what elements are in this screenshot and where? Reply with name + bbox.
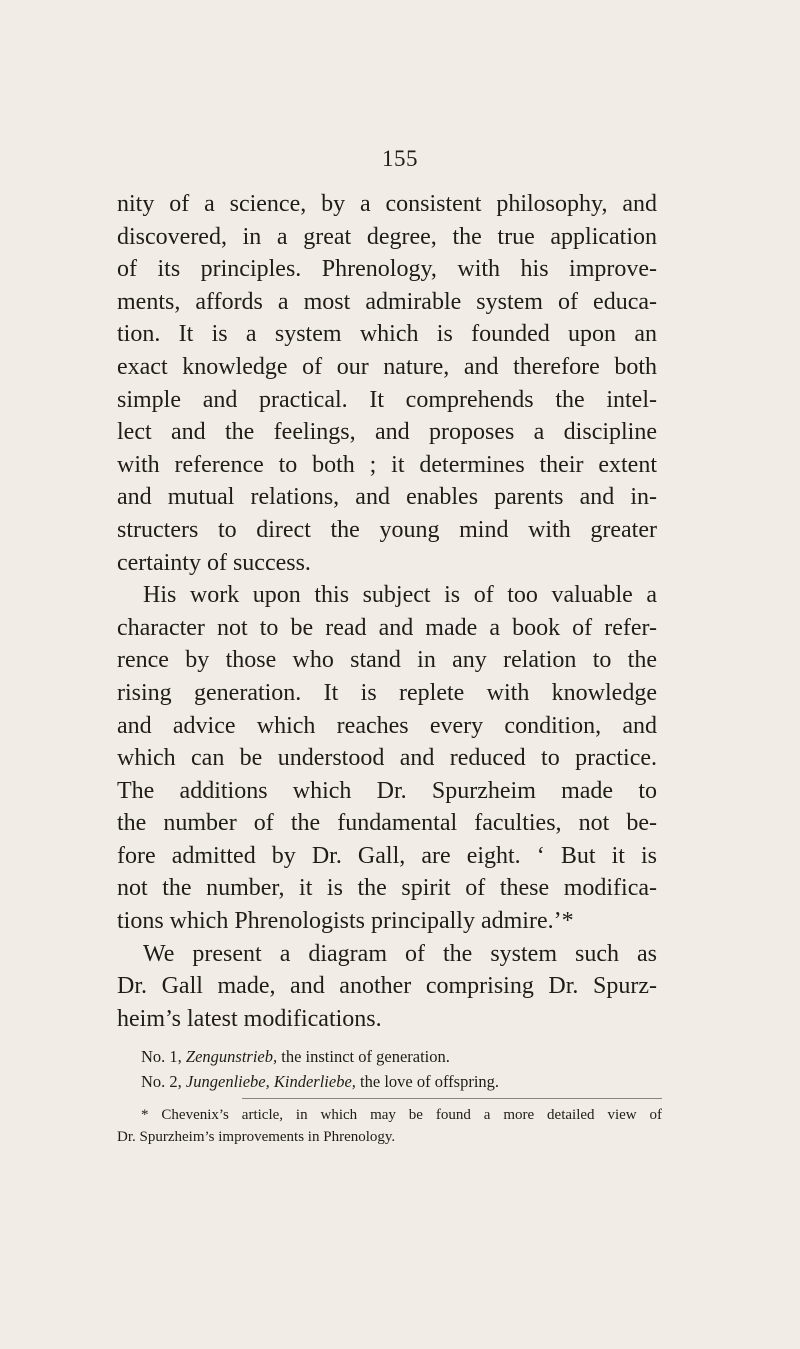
glossary-entry xyxy=(117,1044,677,1069)
glossary-entry xyxy=(117,1069,677,1094)
text-line: with reference to both ; it determines their extent xyxy=(117,451,657,478)
text-line: simple and practical. It comprehends the intel- xyxy=(117,386,657,413)
text-line: structers to direct the young mind with greater xyxy=(117,516,657,543)
text-line: Dr. Gall made, and another comprising Dr. Spurz- xyxy=(117,973,657,1000)
glossary-term: Zengunstrieb, xyxy=(185,1047,278,1066)
footnote-line: Dr. Spurzheim’s improvements in Phrenology. xyxy=(117,1129,396,1145)
text-line: exact knowledge of our nature, and therefore both xyxy=(117,353,657,380)
text-line: rising generation. It is replete with knowledge xyxy=(117,679,657,706)
faculty-glossary xyxy=(117,1044,677,1094)
footnote-line: * Chevenix’s article, in which may be found a more detailed view of xyxy=(141,1107,662,1123)
footnote-divider xyxy=(242,1098,662,1099)
glossary-definition: the love of offspring. xyxy=(360,1072,500,1091)
text-line: tion. It is a system which is founded upon an xyxy=(117,321,657,348)
text-line: nity of a science, by a consistent philosophy, and xyxy=(117,191,657,217)
text-line: lect and the feelings, and proposes a discipline xyxy=(117,419,657,446)
glossary-term: Jungenliebe, Kinderliebe, xyxy=(185,1072,356,1091)
footnote xyxy=(117,1104,662,1148)
text-line: character not to be read and made a book of refer- xyxy=(117,614,657,641)
glossary-number: No. 1, xyxy=(141,1047,182,1066)
paragraph-end-line: certainty of success. xyxy=(117,549,311,576)
text-line: discovered, in a great degree, the true application xyxy=(117,223,657,250)
text-line: the number of the fundamental faculties, not be- xyxy=(117,810,657,837)
body-text xyxy=(117,188,657,1035)
text-line: The additions which Dr. Spurzheim made to xyxy=(117,777,657,804)
text-line: rence by those who stand in any relation to the xyxy=(117,647,657,674)
paragraph-start-line: We present a diagram of the system such as xyxy=(143,940,657,967)
text-line: ments, affords a most admirable system of educa- xyxy=(117,288,657,315)
glossary-number: No. 2, xyxy=(141,1072,182,1091)
page-number: 155 xyxy=(382,146,418,171)
text-line: which can be understood and reduced to practice. xyxy=(117,745,657,772)
text-line: fore admitted by Dr. Gall, are eight. ‘ But it is xyxy=(117,842,657,869)
paragraph-start-line: His work upon this subject is of too valuable a xyxy=(143,582,657,609)
text-line: and mutual relations, and enables parents and in- xyxy=(117,484,657,511)
paragraph-end-line: tions which Phrenologists principally admire.’* xyxy=(117,908,574,935)
text-line: and advice which reaches every condition, and xyxy=(117,712,657,739)
glossary-definition: the instinct of generation. xyxy=(281,1047,450,1066)
text-line: not the number, it is the spirit of these modifica- xyxy=(117,875,657,902)
paragraph-end-line: heim’s latest modifications. xyxy=(117,1005,382,1032)
text-line: of its principles. Phrenology, with his improve- xyxy=(117,256,657,283)
